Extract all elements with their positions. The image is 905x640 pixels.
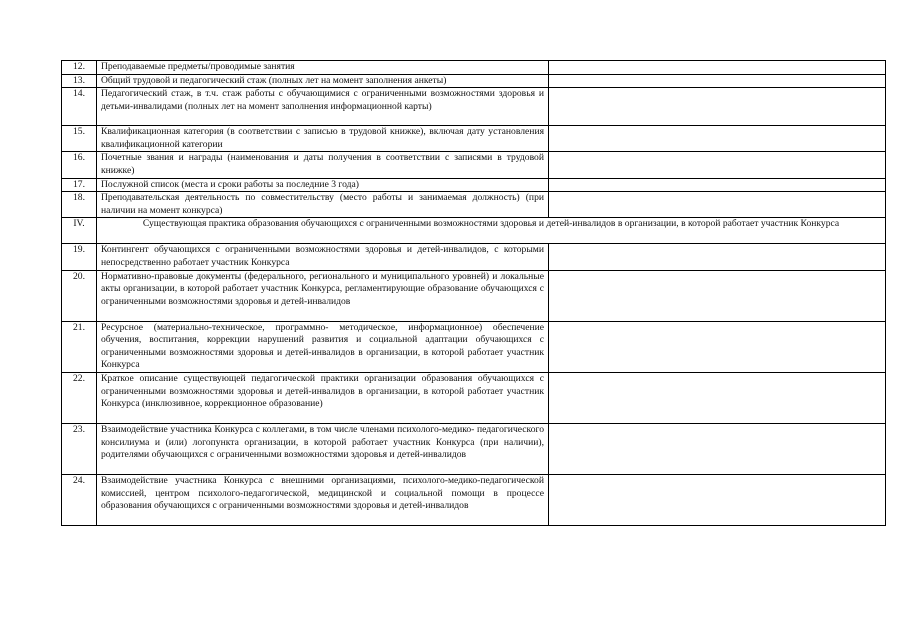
answer-cell[interactable] (549, 178, 886, 192)
answer-cell[interactable] (549, 321, 886, 372)
info-card-table (61, 60, 886, 526)
row-number: 20. (62, 270, 97, 321)
table-row (62, 244, 886, 270)
row-label: Краткое описание существующей педагогической практики организации образования обучающихся с ограниченными возможностями здоровья и детей-инвалидов в организации, в которой работает участник Конкурса (инклюзивное, коррекционное образование) (97, 372, 549, 423)
row-number: 16. (62, 152, 97, 178)
answer-cell[interactable] (549, 126, 886, 152)
table-row (62, 372, 886, 423)
row-number: 21. (62, 321, 97, 372)
table-row (62, 178, 886, 192)
row-number: 22. (62, 372, 97, 423)
answer-cell[interactable] (549, 474, 886, 525)
answer-cell[interactable] (549, 61, 886, 75)
row-number: 23. (62, 423, 97, 474)
table-row (62, 74, 886, 88)
answer-cell[interactable] (549, 244, 886, 270)
row-label: Нормативно-правовые документы (федерального, регионального и муниципального уровней) и локальные акты организации, в которой работает участник Конкурса, регламентирующие образование обучающихся с ограниченными возможностями здоровья и детей-инвалидов (97, 270, 549, 321)
row-label: Послужной список (места и сроки работы за последние 3 года) (97, 178, 549, 192)
table-row (62, 270, 886, 321)
table-row (62, 61, 886, 75)
row-number: 24. (62, 474, 97, 525)
row-label: Ресурсное (материально-техническое, программно- методическое, информационное) обеспечение обучения, воспитания, коррекции нарушений развития и социальной адаптации обучающихся с ограниченными возможностями здоровья и детей-инвалидов в организации, в которой работает участник Конкурса (97, 321, 549, 372)
row-number: 17. (62, 178, 97, 192)
row-label: Контингент обучающихся с ограниченными возможностями здоровья и детей-инвалидов, с которыми непосредственно работает участник Конкурса (97, 244, 549, 270)
answer-cell[interactable] (549, 74, 886, 88)
section-title: Существующая практика образования обучающихся с ограниченными возможностями здоровья и детей-инвалидов в организации, в которой работает участник Конкурса (97, 218, 886, 244)
section-header-row (62, 218, 886, 244)
answer-cell[interactable] (549, 152, 886, 178)
row-label: Почетные звания и награды (наименования и даты получения в соответствии с записями в трудовой книжке) (97, 152, 549, 178)
answer-cell[interactable] (549, 372, 886, 423)
row-label: Квалификационная категория (в соответствии с записью в трудовой книжке), включая дату установления квалификационной категории (97, 126, 549, 152)
table-row (62, 423, 886, 474)
table-row (62, 88, 886, 126)
row-label: Преподавательская деятельность по совместительству (место работы и занимаемая должность) (при наличии на момент конкурса) (97, 192, 549, 218)
answer-cell[interactable] (549, 270, 886, 321)
table-row (62, 152, 886, 178)
table-row (62, 321, 886, 372)
row-label: Взаимодействие участника Конкурса с внешними организациями, психолого-медико-педагогической комиссией, центром психолого-педагогической, медицинской и социальной помощи в процессе образования обучающихся с ограниченными возможностями здоровья и детей-инвалидов (97, 474, 549, 525)
answer-cell[interactable] (549, 88, 886, 126)
row-label: Взаимодействие участника Конкурса с коллегами, в том числе членами психолого-медико- педагогического консилиума и (или) логопункта организации, в которой работает участник Конкурса (при наличии), родителями обучающихся с ограниченными возможностями здоровья и детей-инвалидов (97, 423, 549, 474)
table-row (62, 192, 886, 218)
row-number: 15. (62, 126, 97, 152)
row-number: 12. (62, 61, 97, 75)
row-number: 19. (62, 244, 97, 270)
section-number: IV. (62, 218, 97, 244)
row-number: 13. (62, 74, 97, 88)
row-label: Педагогический стаж, в т.ч. стаж работы с обучающимися с ограниченными возможностями здоровья и детьми-инвалидами (полных лет на момент заполнения информационной карты) (97, 88, 549, 126)
answer-cell[interactable] (549, 192, 886, 218)
row-label: Преподаваемые предметы/проводимые занятия (97, 61, 549, 75)
row-number: 14. (62, 88, 97, 126)
table-row (62, 126, 886, 152)
row-number: 18. (62, 192, 97, 218)
table-row (62, 474, 886, 525)
answer-cell[interactable] (549, 423, 886, 474)
row-label: Общий трудовой и педагогический стаж (полных лет на момент заполнения анкеты) (97, 74, 549, 88)
